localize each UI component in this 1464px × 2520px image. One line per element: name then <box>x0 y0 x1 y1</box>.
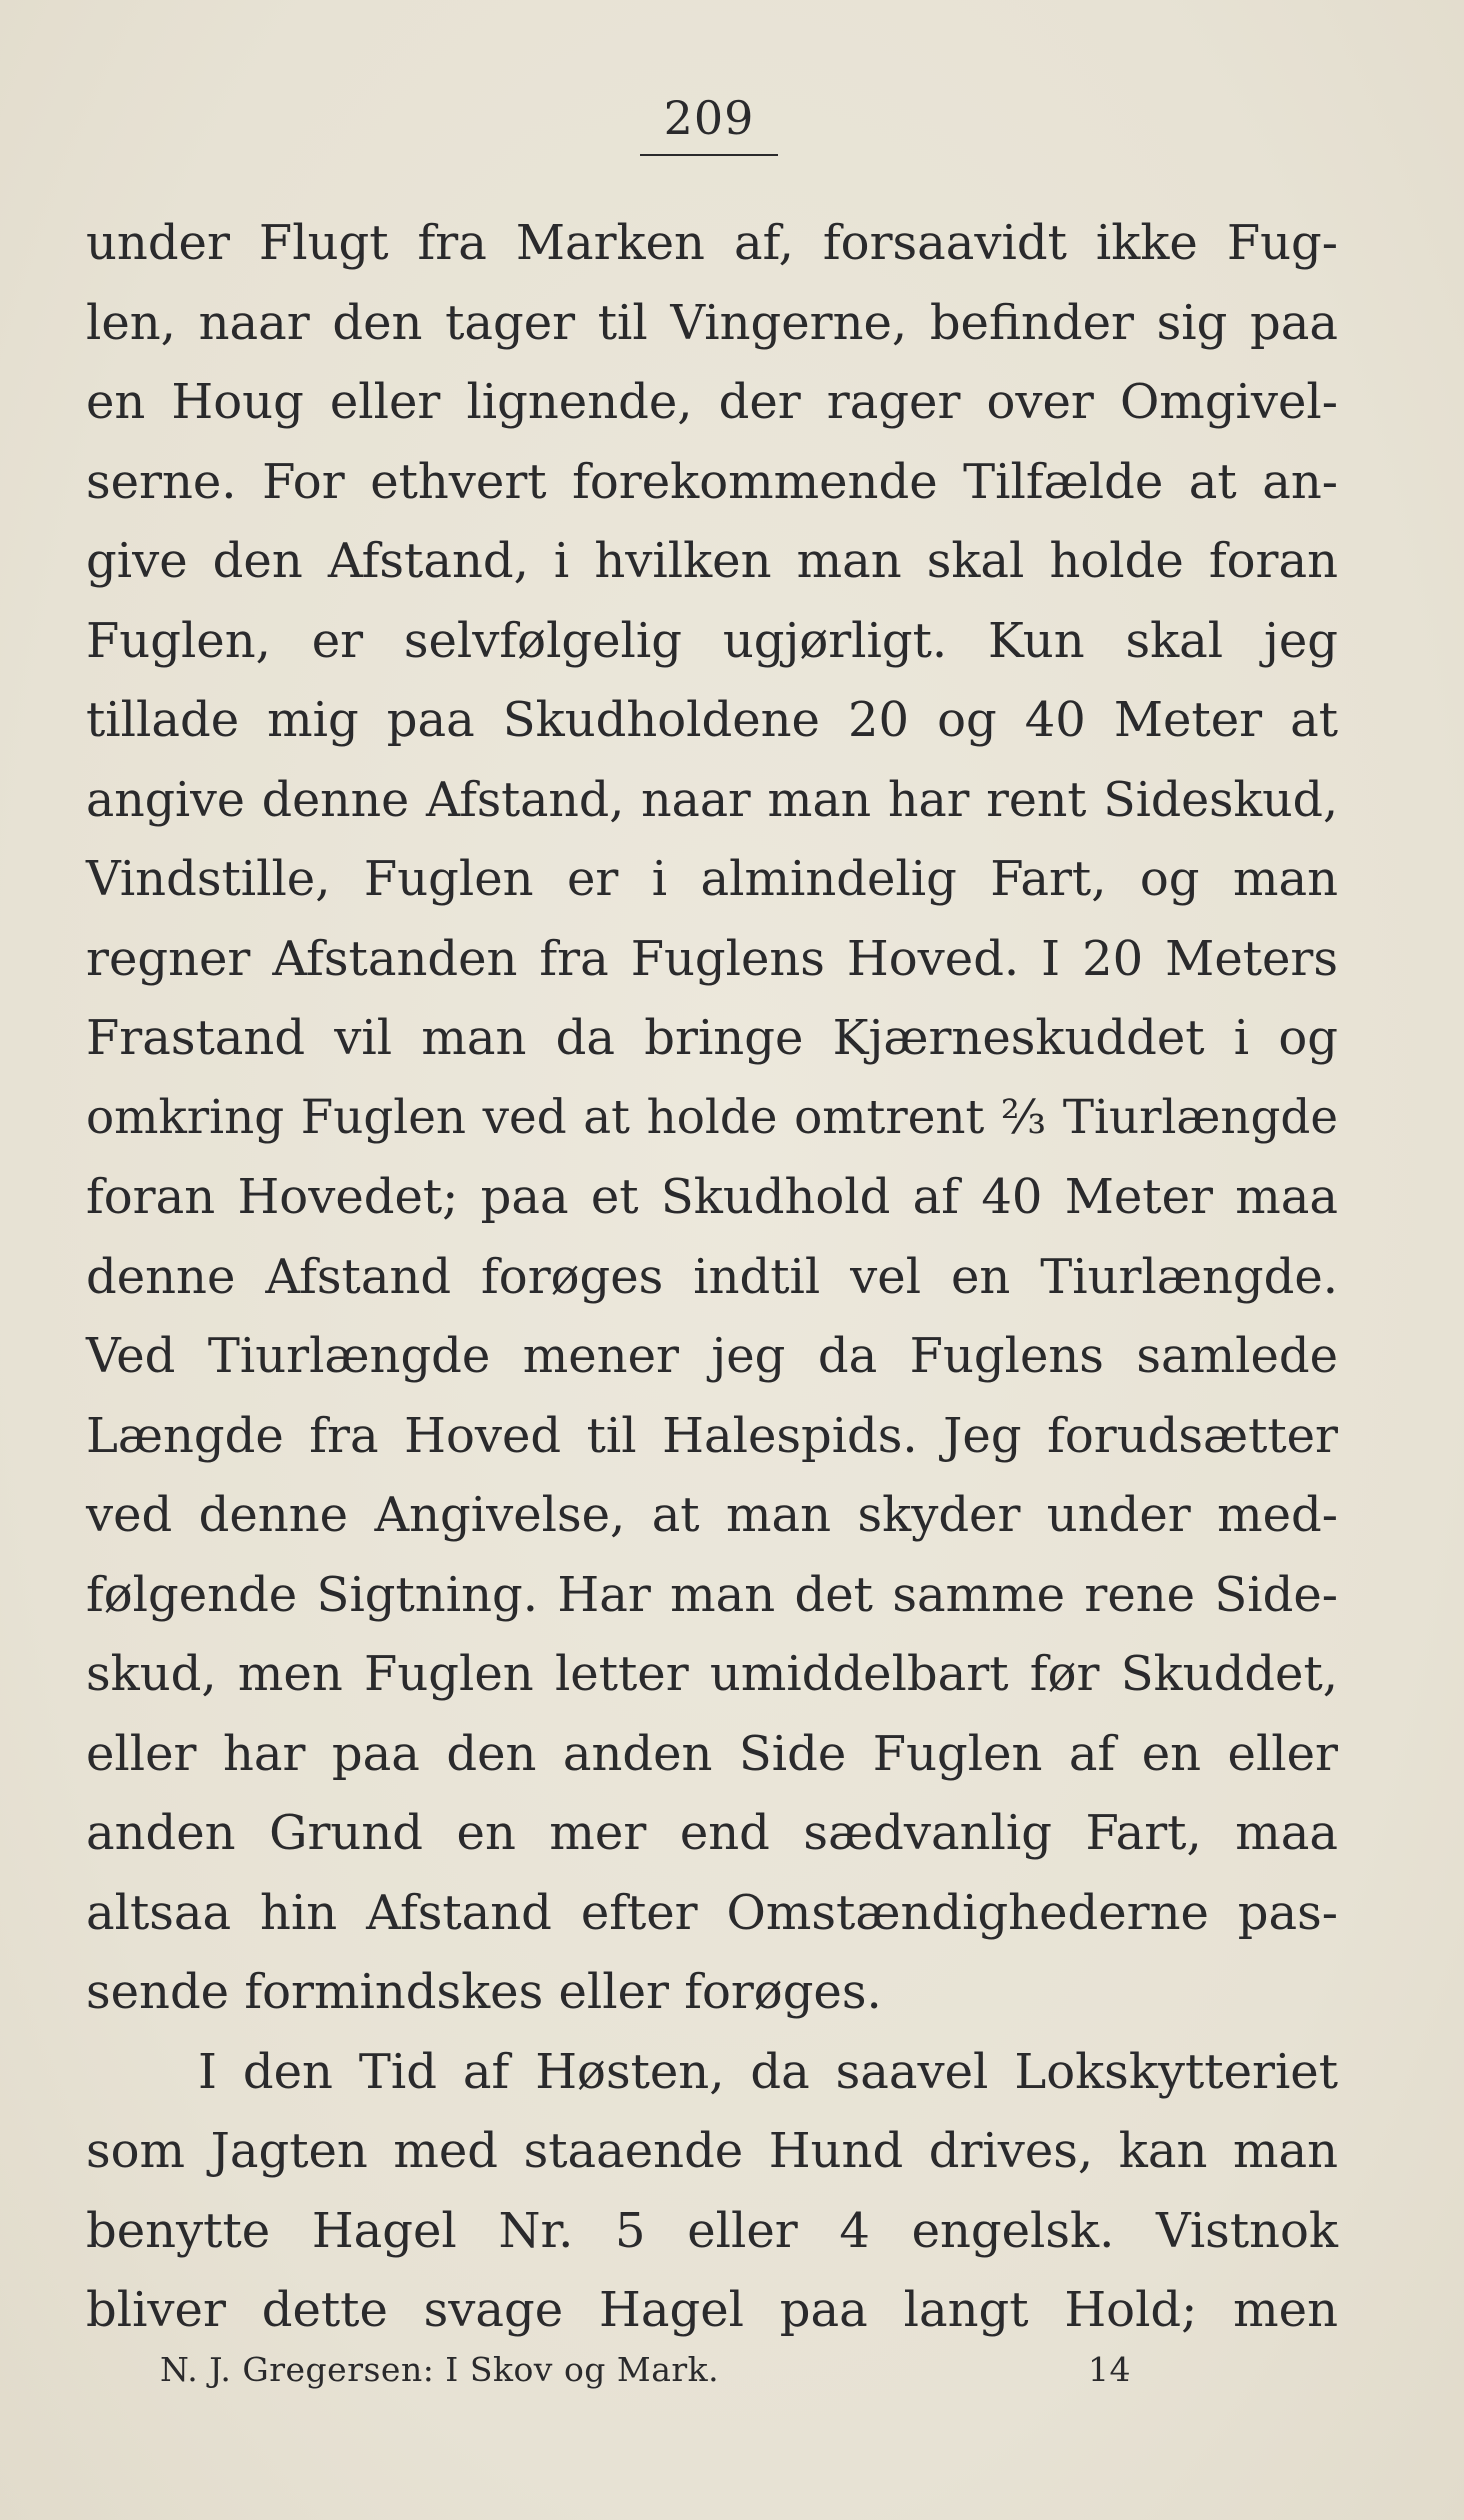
text-line: anden Grund en mer end sædvanlig Fart, maa <box>86 1805 1338 1861</box>
text-line: som Jagten med staaende Hund drives, kan man <box>86 2123 1338 2179</box>
text-line: give den Afstand, i hvilken man skal holde foran <box>86 533 1338 589</box>
printer-signature: N. J. Gregersen: I Skov og Mark. <box>160 2350 720 2389</box>
text-line: serne. For ethvert forekommende Tilfælde at an- <box>86 453 1338 510</box>
text-line: denne Afstand forøges indtil vel en Tiurlængde. <box>86 1248 1338 1305</box>
text-line: bliver dette svage Hagel paa langt Hold; men <box>86 2282 1338 2338</box>
text-line: Frastand vil man da bringe Kjærneskuddet i og <box>86 1010 1338 1066</box>
text-line: angive denne Afstand, naar man har rent Sideskud, <box>86 772 1338 828</box>
sheet-number: 14 <box>1088 2350 1131 2389</box>
page-number: 209 <box>663 91 755 145</box>
text-line: Vindstille, Fuglen er i almindelig Fart, og man <box>86 851 1338 907</box>
text-line: ved denne Angivelse, at man skyder under med- <box>86 1487 1338 1543</box>
body-text <box>86 204 1338 2351</box>
paragraph-end-line: sende formindskes eller forøges. <box>86 1964 882 2020</box>
text-line: benytte Hagel Nr. 5 eller 4 engelsk. Vistnok <box>86 2202 1338 2259</box>
page-number-rule <box>640 154 778 156</box>
page-footer <box>160 2345 1160 2395</box>
text-line: len, naar den tager til Vingerne, befinder sig paa <box>86 294 1338 351</box>
text-line: regner Afstanden fra Fuglens Hoved. I 20 Meters <box>86 930 1338 987</box>
text-line: eller har paa den anden Side Fuglen af en eller <box>86 1725 1338 1782</box>
text-line: altsaa hin Afstand efter Omstændighederne pas- <box>86 1884 1338 1941</box>
text-line: tillade mig paa Skudholdene 20 og 40 Meter at <box>86 692 1338 748</box>
text-line: en Houg eller lignende, der rager over Omgivel- <box>86 374 1338 430</box>
text-line: Længde fra Hoved til Halespids. Jeg forudsætter <box>86 1407 1338 1464</box>
text-line: Ved Tiurlængde mener jeg da Fuglens samlede <box>86 1328 1338 1384</box>
text-line: omkring Fuglen ved at holde omtrent ⅔ Tiurlængde <box>86 1090 1338 1145</box>
text-line: under Flugt fra Marken af, forsaavidt ikke Fug- <box>86 215 1338 271</box>
text-line: Fuglen, er selvfølgelig ugjørligt. Kun skal jeg <box>86 612 1338 669</box>
text-line: skud, men Fuglen letter umiddelbart før Skuddet, <box>86 1646 1338 1702</box>
paragraph-start-line: I den Tid af Høsten, da saavel Lokskytteriet <box>198 2043 1338 2100</box>
text-line: foran Hovedet; paa et Skudhold af 40 Meter maa <box>86 1169 1338 1225</box>
text-line: følgende Sigtning. Har man det samme rene Side- <box>86 1566 1338 1623</box>
